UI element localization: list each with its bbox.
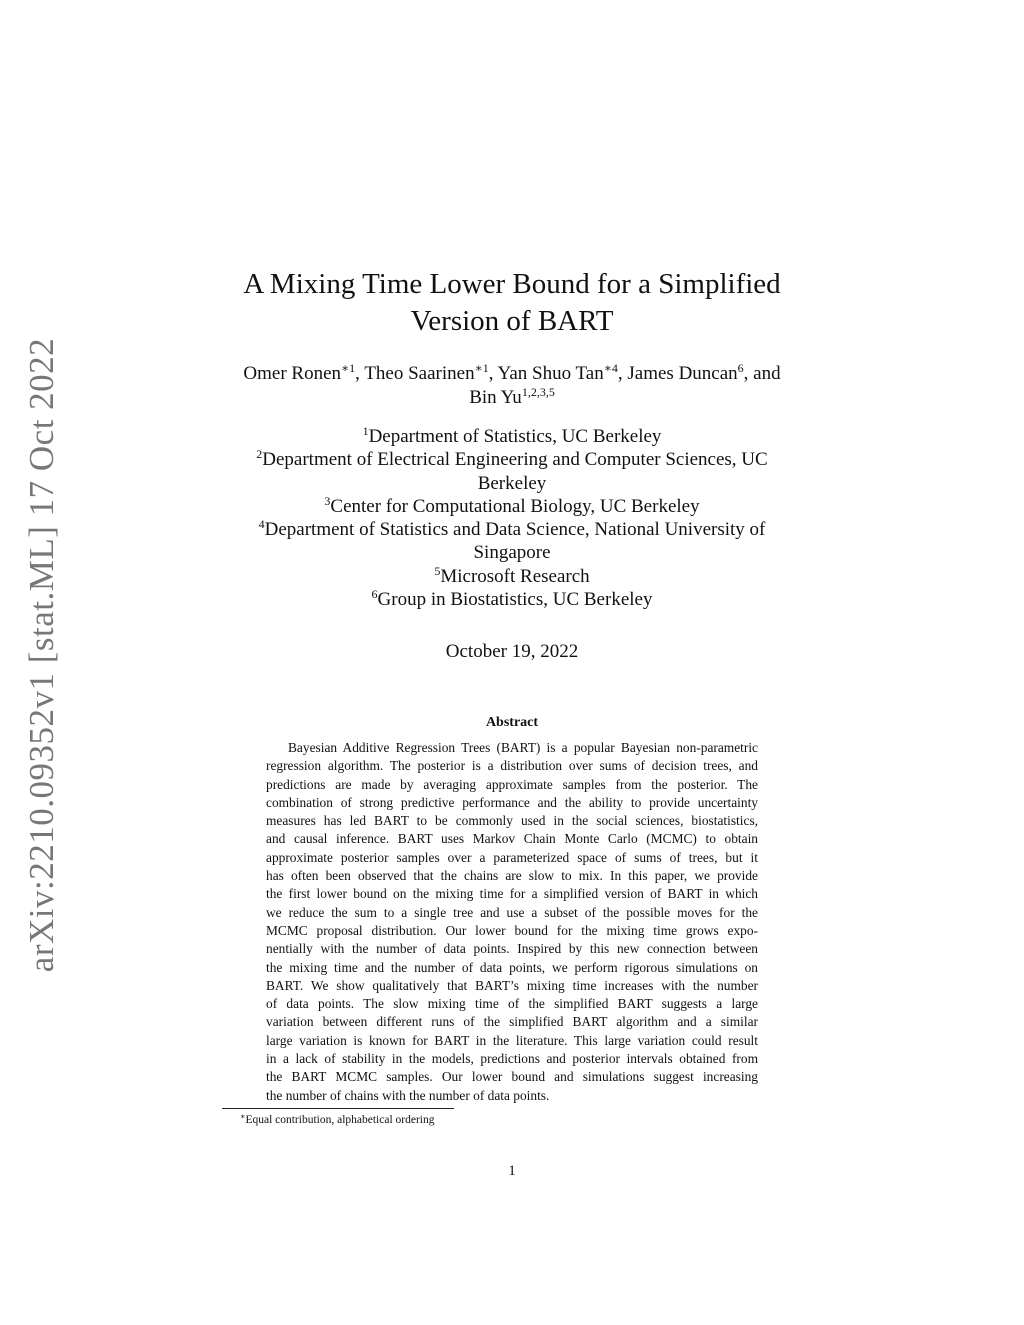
abstract-line: variation between different runs of the simplified BART algorithm and a similar bbox=[266, 1014, 758, 1030]
affiliation-number: 3 bbox=[324, 493, 331, 508]
affiliation-line bbox=[0, 495, 1024, 518]
abstract-line: of data points. The slow mixing time of the simplified BART suggests a large bbox=[266, 996, 758, 1012]
affiliation-line bbox=[0, 425, 1024, 448]
author-name: Omer Ronen bbox=[243, 363, 342, 384]
affiliation-number: 1 bbox=[362, 424, 369, 438]
abstract-line: regression algorithm. The posterior is a distribution over sums of decision trees, and bbox=[266, 758, 758, 774]
abstract-line: the mixing time and the number of data points, we perform rigorous simulations on bbox=[266, 959, 758, 975]
affiliation-line bbox=[0, 518, 1024, 541]
affiliation-text: Group in Biostatistics, UC Berkeley bbox=[377, 589, 653, 611]
abstract-line: large variation is known for BART in the literature. This large variation could result bbox=[266, 1032, 758, 1048]
affiliation-text: Department of Electrical Engineering and Computer Sciences, UC bbox=[262, 449, 768, 471]
author-list bbox=[0, 362, 1024, 410]
author-affiliation-marker: ∗4 bbox=[603, 361, 618, 375]
abstract-line: in a lack of stability in the models, predictions and posterior intervals obtained from bbox=[266, 1051, 758, 1067]
author-affiliation-marker: ∗1 bbox=[341, 361, 356, 375]
author-conjunction: , and bbox=[743, 363, 781, 384]
footnote-text: Equal contribution, alphabetical ordering bbox=[245, 1114, 435, 1126]
abstract-line: measures has led BART to be commonly used in the social sciences, biostatistics, bbox=[266, 813, 758, 829]
footnote bbox=[240, 1113, 435, 1128]
author-name: Bin Yu bbox=[469, 387, 522, 408]
abstract-line: the number of chains with the number of data points. bbox=[266, 1087, 550, 1103]
affiliation-text: Berkeley bbox=[477, 472, 547, 494]
author-line-2 bbox=[0, 386, 1024, 410]
affiliation-text: Microsoft Research bbox=[440, 565, 590, 587]
affiliation-text: Center for Computational Biology, UC Berkeley bbox=[330, 495, 700, 517]
paper-title bbox=[0, 266, 1024, 340]
footnote-divider bbox=[222, 1108, 454, 1109]
author-affiliation-marker: 6 bbox=[737, 361, 744, 375]
author-name: , Yan Shuo Tan bbox=[488, 363, 604, 384]
affiliation-line bbox=[0, 472, 1024, 495]
affiliation-number: 4 bbox=[258, 517, 265, 532]
affiliation-text: Department of Statistics and Data Science, National University of bbox=[264, 519, 766, 541]
author-affiliation-marker: 1,2,3,5 bbox=[521, 385, 555, 399]
abstract-heading: Abstract bbox=[485, 715, 539, 730]
abstract-line: has often been observed that the chains are slow to mix. In this paper, we provide bbox=[266, 868, 758, 884]
abstract-line: BART. We show qualitatively that BART’s mixing time increases with the number bbox=[266, 977, 758, 993]
affiliation-number: 6 bbox=[371, 587, 378, 602]
abstract-line: combination of strong predictive performance and the ability to provide uncertainty bbox=[266, 794, 758, 810]
arxiv-identifier-stamp: arXiv:2210.09352v1 [stat.ML] 17 Oct 2022 bbox=[22, 337, 61, 973]
author-line-1 bbox=[0, 362, 1024, 386]
affiliation-line bbox=[0, 565, 1024, 588]
affiliation-line bbox=[0, 588, 1024, 611]
title-line-1: A Mixing Time Lower Bound for a Simplified bbox=[243, 268, 781, 300]
author-name: , James Duncan bbox=[617, 363, 738, 384]
abstract-line: nentially with the number of data points. Inspired by this new connection between bbox=[266, 941, 758, 957]
abstract-line: we reduce the sum to a single tree and use a subset of the possible moves for the bbox=[266, 904, 758, 920]
page-number: 1 bbox=[508, 1163, 516, 1179]
affiliation-number: 2 bbox=[256, 447, 263, 462]
abstract-line: approximate posterior samples over a parameterized space of sums of trees, but it bbox=[266, 849, 758, 865]
affiliation-list bbox=[0, 425, 1024, 611]
affiliation-text: Singapore bbox=[473, 542, 551, 564]
abstract-body bbox=[266, 739, 758, 1105]
affiliation-text: Department of Statistics, UC Berkeley bbox=[368, 426, 662, 447]
title-line-2: Version of BART bbox=[410, 305, 614, 337]
publication-date: October 19, 2022 bbox=[445, 641, 579, 662]
footnote-marker: ∗ bbox=[240, 1112, 246, 1121]
abstract-line: Bayesian Additive Regression Trees (BART) is a popular Bayesian non-parametric bbox=[288, 740, 758, 755]
affiliation-number: 5 bbox=[434, 563, 441, 578]
abstract-line: predictions are made by averaging approximate samples from the posterior. The bbox=[266, 776, 758, 792]
abstract-line: MCMC proposal distribution. Our lower bound for the mixing time grows expo- bbox=[266, 922, 758, 938]
author-name: , Theo Saarinen bbox=[355, 363, 475, 384]
author-affiliation-marker: ∗1 bbox=[474, 361, 489, 375]
abstract-line: and causal inference. BART uses Markov Chain Monte Carlo (MCMC) to obtain bbox=[266, 831, 758, 847]
abstract-line: the BART MCMC samples. Our lower bound and simulations suggest increasing bbox=[266, 1069, 758, 1085]
abstract-line: the first lower bound on the mixing time for a simplified version of BART in which bbox=[266, 886, 758, 902]
affiliation-line bbox=[0, 448, 1024, 471]
affiliation-line bbox=[0, 541, 1024, 564]
